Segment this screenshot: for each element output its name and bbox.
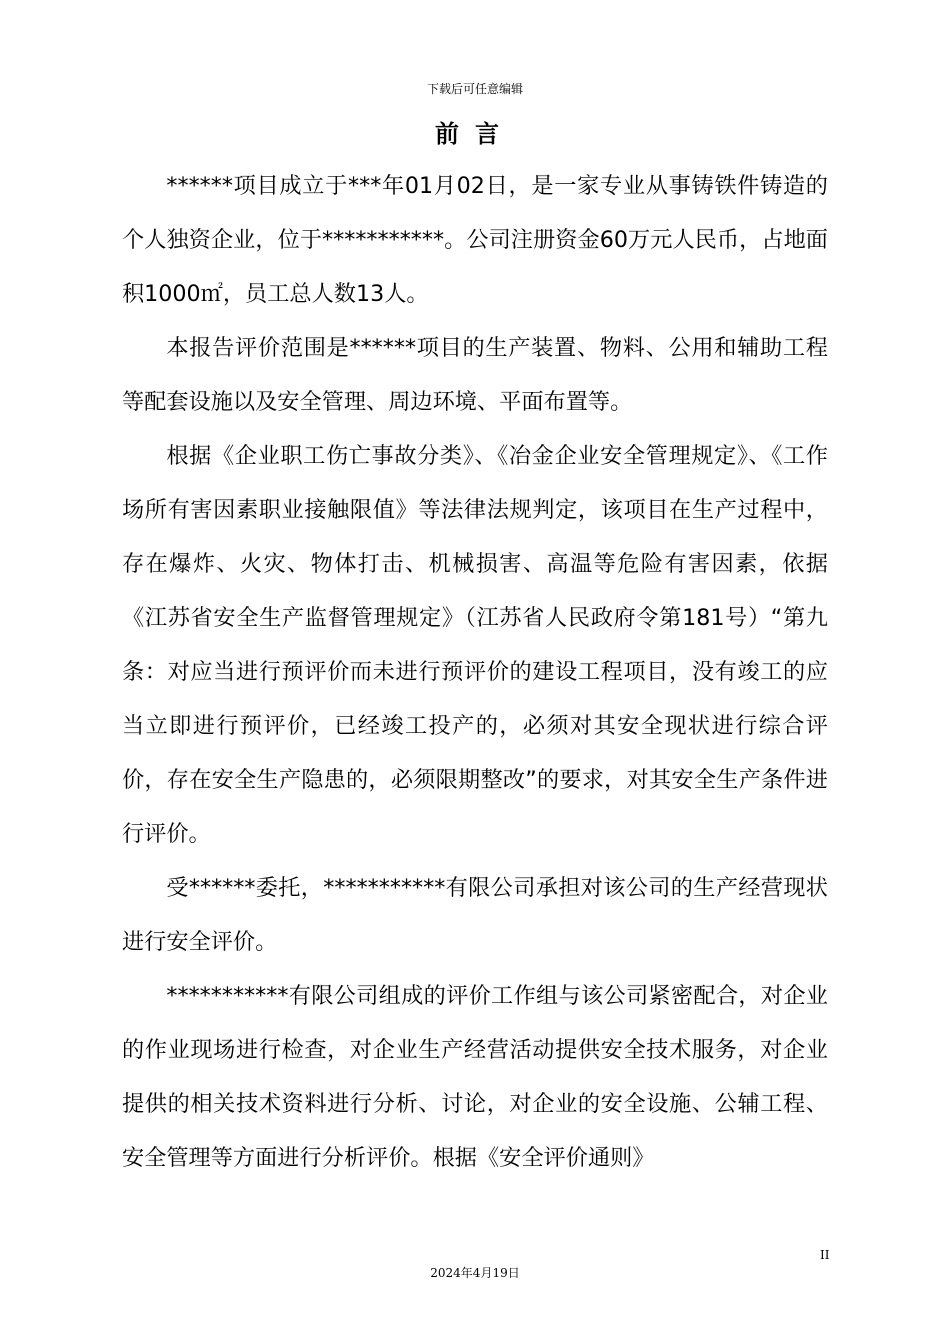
- paragraph-scope: 本报告评价范围是******项目的生产装置、物料、公用和辅助工程等配套设施以及安全管理、周边环境、平面布置等。: [122, 335, 828, 415]
- page-number: II: [820, 1248, 830, 1262]
- paragraph-commission: 受******委托，***********有限公司承担对该公司的生产经营现状进行安全评价。: [122, 875, 828, 955]
- page-title: 前言: [435, 120, 515, 148]
- body-text: [122, 159, 828, 1185]
- paragraph-basis: 根据《企业职工伤亡事故分类》、《冶金企业安全管理规定》、《工作场所有害因素职业接触限值》等法律法规判定，该项目在生产过程中，存在爆炸、火灾、物体打击、机械损害、高温等危险有害因素，依据《江苏省安全生产监督管理规定》（江苏省人民政府令第181号）“第九条：对应当进行预评价而未进行预评价的建设工程项目，没有竣工的应当立即进行预评价，已经竣工投产的，必须对其安全现状进行综合评价，存在安全生产隐患的，必须限期整改”的要求，对其安全生产条件进行评价。: [122, 443, 828, 847]
- paragraph-company-intro: ******项目成立于***年01月02日，是一家专业从事铸铁件铸造的个人独资企业，位于***********。公司注册资金60万元人民币，占地面积1000㎡，员工总人数13人。: [122, 173, 828, 307]
- header-note: 下载后可任意编辑: [426, 82, 523, 96]
- paragraph-work-group: ***********有限公司组成的评价工作组与该公司紧密配合，对企业的作业现场进行检查，对企业生产经营活动提供安全技术服务，对企业提供的相关技术资料进行分析、讨论，对企业的安全设施、公辅工程、安全管理等方面进行分析评价。根据《安全评价通则》: [122, 983, 828, 1171]
- footer-date: 2024年4月19日: [430, 1266, 520, 1280]
